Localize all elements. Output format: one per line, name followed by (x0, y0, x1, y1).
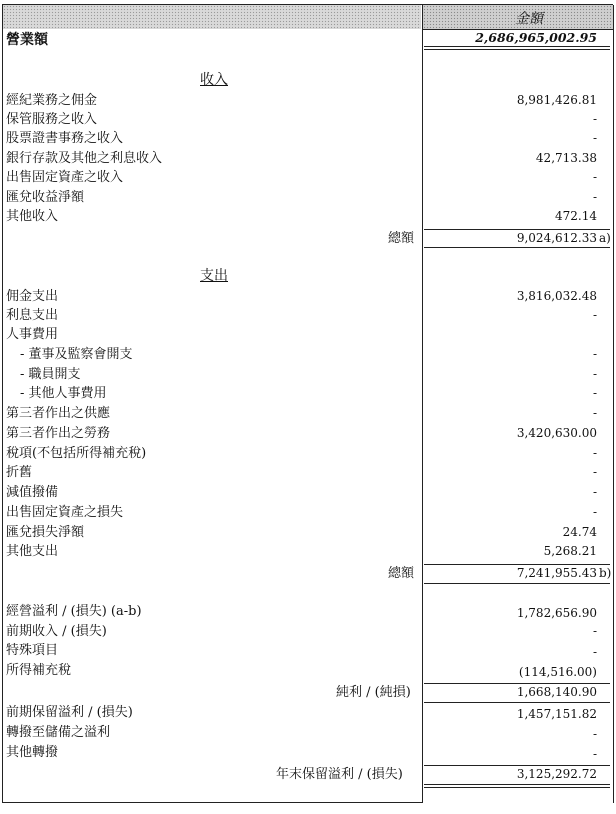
turnover-rule (424, 46, 610, 47)
retained-total-value: 3,125,292.72 (516, 767, 597, 781)
expense-label-7: 第三者作出之勞務 (6, 426, 111, 441)
retained-value-2: - (592, 747, 597, 761)
expense-total-label: 總額 (388, 566, 415, 581)
income-label-3: 銀行存款及其他之利息收入 (6, 151, 163, 166)
expense-value-10: - (592, 485, 597, 499)
net-rule (424, 702, 610, 703)
expense-value-13: 5,268.21 (543, 544, 597, 558)
turnover-label: 營業額 (6, 32, 48, 48)
expense-label-13: 其他支出 (6, 544, 59, 559)
expense-value-11: - (592, 505, 597, 519)
net-label: 純利 / (純損) (336, 685, 411, 700)
frame-bottom-rule (2, 802, 422, 803)
expense-value-9: - (592, 465, 597, 479)
expense-label-8: 稅項(不包括所得補充稅) (6, 446, 147, 461)
expense-value-12: 24.74 (562, 525, 597, 539)
income-label-2: 股票證書事務之收入 (6, 131, 124, 146)
expense-value-4: - (592, 367, 597, 381)
result-value-3: (114,516.00) (518, 665, 597, 679)
income-label-5: 匯兌收益淨額 (6, 190, 85, 205)
income-value-6: 472.14 (555, 209, 597, 223)
income-total-label: 總額 (388, 231, 415, 246)
expense-label-11: 出售固定資產之損失 (6, 505, 124, 520)
expense-value-0: 3,816,032.48 (516, 289, 597, 303)
frame-left-rule (2, 4, 3, 802)
expense-label-2: 人事費用 (6, 327, 59, 342)
expense-value-6: - (592, 406, 597, 420)
result-label-1: 前期收入 / (損失) (6, 624, 107, 639)
expense-label-4: - 職員開支 (20, 367, 81, 382)
expense-label-12: 匯兌損失淨額 (6, 525, 85, 540)
result-label-2: 特殊項目 (6, 643, 59, 658)
retained-value-1: - (592, 727, 597, 741)
income-total-value: 9,024,612.33 (516, 231, 597, 245)
turnover-value: 2,686,965,002.95 (475, 30, 597, 45)
retained-label-0: 前期保留溢利 / (損失) (6, 705, 133, 720)
result-value-1: - (592, 624, 597, 638)
expense-label-0: 佣金支出 (6, 289, 59, 304)
expense-value-3: - (592, 347, 597, 361)
income-value-0: 8,981,426.81 (516, 93, 597, 107)
income-value-3: 42,713.38 (535, 151, 597, 165)
income-value-5: - (592, 190, 597, 204)
net-value: 1,668,140.90 (516, 685, 597, 699)
header-band (3, 5, 421, 29)
expense-value-1: - (592, 308, 597, 322)
expense-value-8: - (592, 446, 597, 460)
income-total-rule (424, 247, 610, 248)
expense-total-rule (424, 583, 610, 584)
income-total-marker: a) (599, 231, 611, 245)
expense-label-10: 減值撥備 (6, 485, 59, 500)
turnover-rule-double (424, 49, 610, 50)
expense-value-7: 3,420,630.00 (516, 426, 597, 440)
income-label-4: 出售固定資產之收入 (6, 170, 124, 185)
result-label-3: 所得補充稅 (6, 663, 72, 678)
amount-column-header (423, 5, 613, 30)
retained-total-rule-double (424, 787, 610, 788)
expense-label-3: - 董事及監察會開支 (20, 347, 133, 362)
expense-label-9: 折舊 (6, 465, 33, 480)
expense-total-marker: b) (599, 566, 612, 580)
result-label-0: 經營溢利 / (損失) (a-b) (6, 604, 142, 619)
income-label-6: 其他收入 (6, 209, 59, 224)
result-value-0: 1,782,656.90 (516, 606, 597, 620)
retained-total-label: 年末保留溢利 / (損失) (276, 767, 403, 782)
expense-total-value: 7,241,955.43 (516, 566, 597, 580)
income-value-1: - (592, 112, 597, 126)
expense-label-5: - 其他人事費用 (20, 386, 107, 401)
expense-value-5: - (592, 386, 597, 400)
retained-label-2: 其他轉撥 (6, 745, 59, 760)
expense-label-1: 利息支出 (6, 308, 59, 323)
result-value-2: - (592, 645, 597, 659)
retained-value-0: 1,457,151.82 (516, 707, 597, 721)
retained-label-1: 轉撥至儲備之溢利 (6, 725, 111, 740)
income-label-0: 經紀業務之佣金 (6, 93, 98, 108)
income-label-1: 保管服務之收入 (6, 112, 98, 127)
income-value-4: - (592, 170, 597, 184)
retained-total-rule (424, 784, 610, 785)
amount-column-title: 金額 (515, 11, 543, 27)
income-value-2: - (592, 131, 597, 145)
income-heading: 收入 (200, 72, 228, 88)
expense-heading: 支出 (200, 268, 228, 284)
expense-label-6: 第三者作出之供應 (6, 406, 111, 421)
